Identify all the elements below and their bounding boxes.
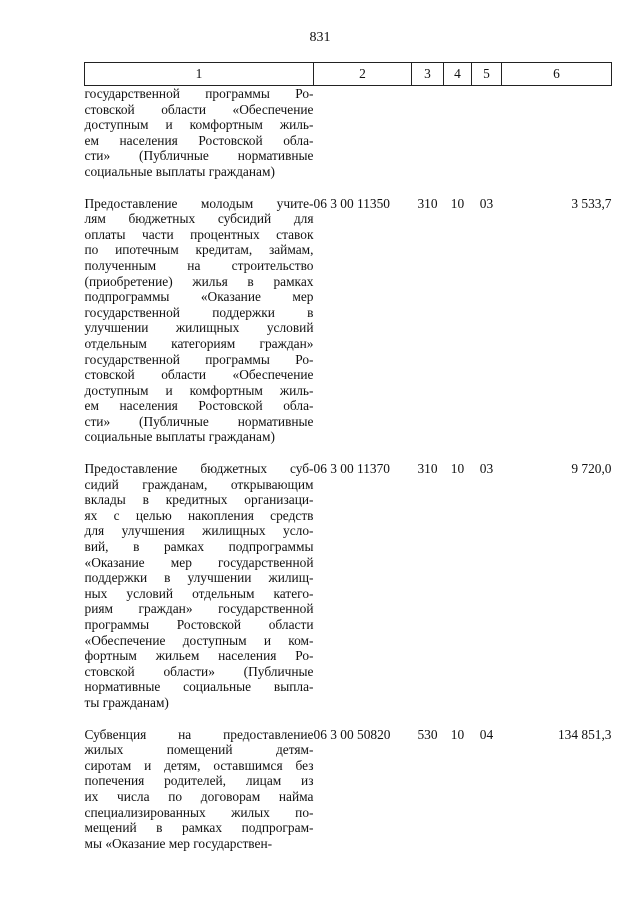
page-number: 831 xyxy=(309,30,331,45)
description-line: лям бюджетных субсидий для xyxy=(84,211,314,227)
subsection-code: 03 xyxy=(479,461,494,477)
amount-value: 9 720,0 xyxy=(571,461,612,477)
description-line: фортным жильем населения Ро- xyxy=(84,648,314,664)
description-line: ем населения Ростовской обла- xyxy=(84,132,314,148)
table-row xyxy=(85,461,612,711)
row-spacer xyxy=(85,180,612,196)
description-line: ем населения Ростовской обла- xyxy=(84,398,314,414)
description-line: стовской области «Обеспечение xyxy=(84,101,314,117)
description-line: ты гражданам) xyxy=(84,694,169,710)
description-line: для улучшения жилищных усло- xyxy=(84,523,314,539)
table-row xyxy=(85,727,612,852)
description-line: вий, в рамках подпрограммы xyxy=(84,539,314,555)
description-line: попечения родителей, лицам из xyxy=(84,773,314,789)
description-line: «Обеспечение доступным и ком- xyxy=(84,632,314,648)
description-line: ных условий отдельным катего- xyxy=(84,585,314,601)
description-line: социальные выплаты гражданам) xyxy=(84,163,275,179)
expense-type-code: 310 xyxy=(417,195,438,211)
spacer-cell xyxy=(85,180,612,196)
subsection-code: 03 xyxy=(479,195,494,211)
description-line: риям граждан» государственной xyxy=(84,601,314,617)
description-line: сти» (Публичные нормативные xyxy=(84,148,314,164)
amount-value: 3 533,7 xyxy=(571,195,612,211)
target-article-code: 06 3 00 11370 xyxy=(313,461,390,477)
expense-type-code: 530 xyxy=(417,726,438,742)
target-article-code xyxy=(314,86,412,180)
row-description xyxy=(85,196,314,446)
description-line: мы «Оказание мер государствен- xyxy=(84,835,273,851)
target-article-code: 06 3 00 50820 xyxy=(313,726,391,742)
description-line: по ипотечным кредитам, займам, xyxy=(84,242,314,258)
table-row xyxy=(85,86,612,180)
description-line: сидий гражданам, открывающим xyxy=(84,476,314,492)
spacer-cell xyxy=(85,711,612,727)
header-col-4: 4 xyxy=(444,63,472,86)
expense-type-code: 310 xyxy=(417,461,438,477)
description-line: доступным и комфортным жиль- xyxy=(84,382,314,398)
description-line: государственной программы Ро- xyxy=(84,86,314,101)
description-line: (приобретение) жилья в рамках xyxy=(84,273,314,289)
amount-value: 134 851,3 xyxy=(557,726,612,742)
description-line: вклады в кредитных организаци- xyxy=(84,492,314,508)
section-code: 10 xyxy=(450,195,465,211)
description-line: стовской области» (Публичные xyxy=(84,663,314,679)
description-line: программы Ростовской области xyxy=(84,617,314,632)
row-description xyxy=(85,86,314,180)
description-line: мещений в рамках подпрограм- xyxy=(84,820,314,836)
description-line: сиротам и детям, оставшимся без xyxy=(84,757,314,773)
description-line: сти» (Публичные нормативные xyxy=(84,413,314,429)
description-line: специализированных жилых по- xyxy=(84,804,314,820)
description-line: оплаты части процентных ставок xyxy=(84,226,314,242)
description-line: государственной программы Ро- xyxy=(84,351,314,367)
budget-table xyxy=(84,62,612,851)
description-line: доступным и комфортным жиль- xyxy=(84,117,314,133)
description-line: Предоставление бюджетных суб- xyxy=(84,461,314,477)
description-line: социальные выплаты гражданам) xyxy=(84,429,275,445)
description-line: их числа по договорам найма xyxy=(84,788,314,804)
description-line: Предоставление молодым учите- xyxy=(84,195,314,211)
description-line: стовской области «Обеспечение xyxy=(84,367,314,383)
spacer-cell xyxy=(85,445,612,461)
section-code xyxy=(444,86,472,180)
description-line: нормативные социальные выпла- xyxy=(84,679,314,695)
description-line: жилых помещений детям- xyxy=(84,742,314,758)
row-description xyxy=(85,727,314,852)
description-line: поддержки в улучшении жилищ- xyxy=(84,570,314,586)
description-line: Субвенция на предоставление xyxy=(84,726,314,742)
header-col-2: 2 xyxy=(314,63,412,86)
header-col-6: 6 xyxy=(502,63,612,86)
header-col-3: 3 xyxy=(412,63,444,86)
description-line: улучшении жилищных условий xyxy=(84,320,314,336)
header-col-5: 5 xyxy=(472,63,502,86)
target-article-code: 06 3 00 11350 xyxy=(313,195,390,211)
expense-type-code xyxy=(412,86,444,180)
subsection-code: 04 xyxy=(479,726,494,742)
section-code: 10 xyxy=(450,726,465,742)
table-row xyxy=(85,196,612,446)
row-description xyxy=(85,461,314,711)
description-line: подпрограммы «Оказание мер xyxy=(84,289,314,305)
description-line: полученным на строительство xyxy=(84,257,314,273)
header-col-1: 1 xyxy=(85,63,314,86)
description-line: государственной поддержки в xyxy=(84,304,314,320)
description-line: ях с целью накопления средств xyxy=(84,507,314,523)
row-spacer xyxy=(85,711,612,727)
section-code: 10 xyxy=(450,461,465,477)
row-spacer xyxy=(85,445,612,461)
subsection-code xyxy=(472,86,502,180)
description-line: «Оказание мер государственной xyxy=(84,554,314,570)
amount-value xyxy=(502,86,612,180)
header-row xyxy=(85,63,612,86)
description-line: отдельным категориям граждан» xyxy=(84,335,314,351)
